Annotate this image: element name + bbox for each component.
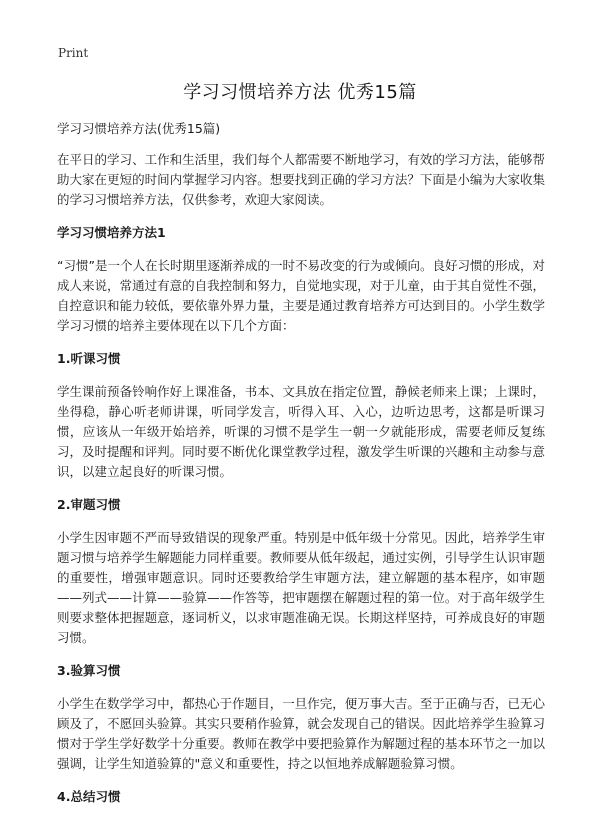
document-subtitle: 学习习惯培养方法(优秀15篇) [57, 121, 221, 136]
subsection-paragraph-listening: 学生课前预备铃响作好上课准备，书本、文具放在指定位置，静候老师来上课；上课时，坐得稳，静心听老师讲课，听同学发言，听得入耳、入心，边听边思考，这都是听课习惯，应该从一年级开始培养，听课的习惯不是学生一朝一夕就能形成，需要老师反复练习，及时提醒和评判。同时要不断优化课堂教学过程，激发学生听课的兴趣和主动参与意识，以建立起良好的听课习惯。 [57, 384, 545, 479]
print-label: Print [58, 46, 89, 60]
subsection-heading-summary: 4.总结习惯 [57, 789, 121, 804]
section-heading-1: 学习习惯培养方法1 [57, 225, 166, 240]
subsection-paragraph-reading-questions: 小学生因审题不严而导致错误的现象严重。特别是中低年级十分常见。因此，培养学生审题习惯与培养学生解题能力同样重要。教师要从低年级起，通过实例，引导学生认识审题的重要性，增强审题意识。同时还要教给学生审题方法，建立解题的基本程序，如审题——列式——计算——验算——作答等，把审题摆在解题过程的第一位。对于高年级学生则要求整体把握题意，逐词析义，以求审题准确无误。长期这样坚持，可养成良好的审题习惯。 [57, 530, 545, 645]
intro-paragraph: 在平日的学习、工作和生活里，我们每个人都需要不断地学习，有效的学习方法，能够帮助大家在更短的时间内掌握学习内容。想要找到正确的学习方法？下面是小编为大家收集的学习习惯培养方法，仅供参考，欢迎大家阅读。 [57, 152, 545, 207]
subsection-heading-reading-questions: 2.审题习惯 [57, 497, 121, 512]
subsection-heading-checking: 3.验算习惯 [57, 663, 121, 678]
page-title: 学习习惯培养方法 优秀15篇 [183, 82, 417, 103]
subsection-paragraph-checking: 小学生在数学学习中，都热心于作题目，一旦作完，便万事大吉。至于正确与否，已无心顾及了，不愿回头验算。其实只要稍作验算，就会发现自己的错误。因此培养学生验算习惯对于学生学好数学十分重要。教师在教学中要把验算作为解题过程的基本环节之一加以强调，让学生知道验算的"意义和重要性，持之以恒地养成解题验算习惯。 [57, 696, 545, 771]
section-paragraph-1: “习惯”是一个人在长时期里逐渐养成的一时不易改变的行为或倾向。良好习惯的形成，对成人来说，常通过有意的自我控制和努力，自觉地实现，对于儿童，由于其自觉性不强，自控意识和能力较低，要依靠外界力量，主要是通过教育培养方可达到目的。小学生数学学习习惯的培养主要体现在以下几个方面： [57, 258, 545, 333]
subsection-heading-listening: 1.听课习惯 [57, 351, 121, 366]
document-body [57, 120, 545, 820]
